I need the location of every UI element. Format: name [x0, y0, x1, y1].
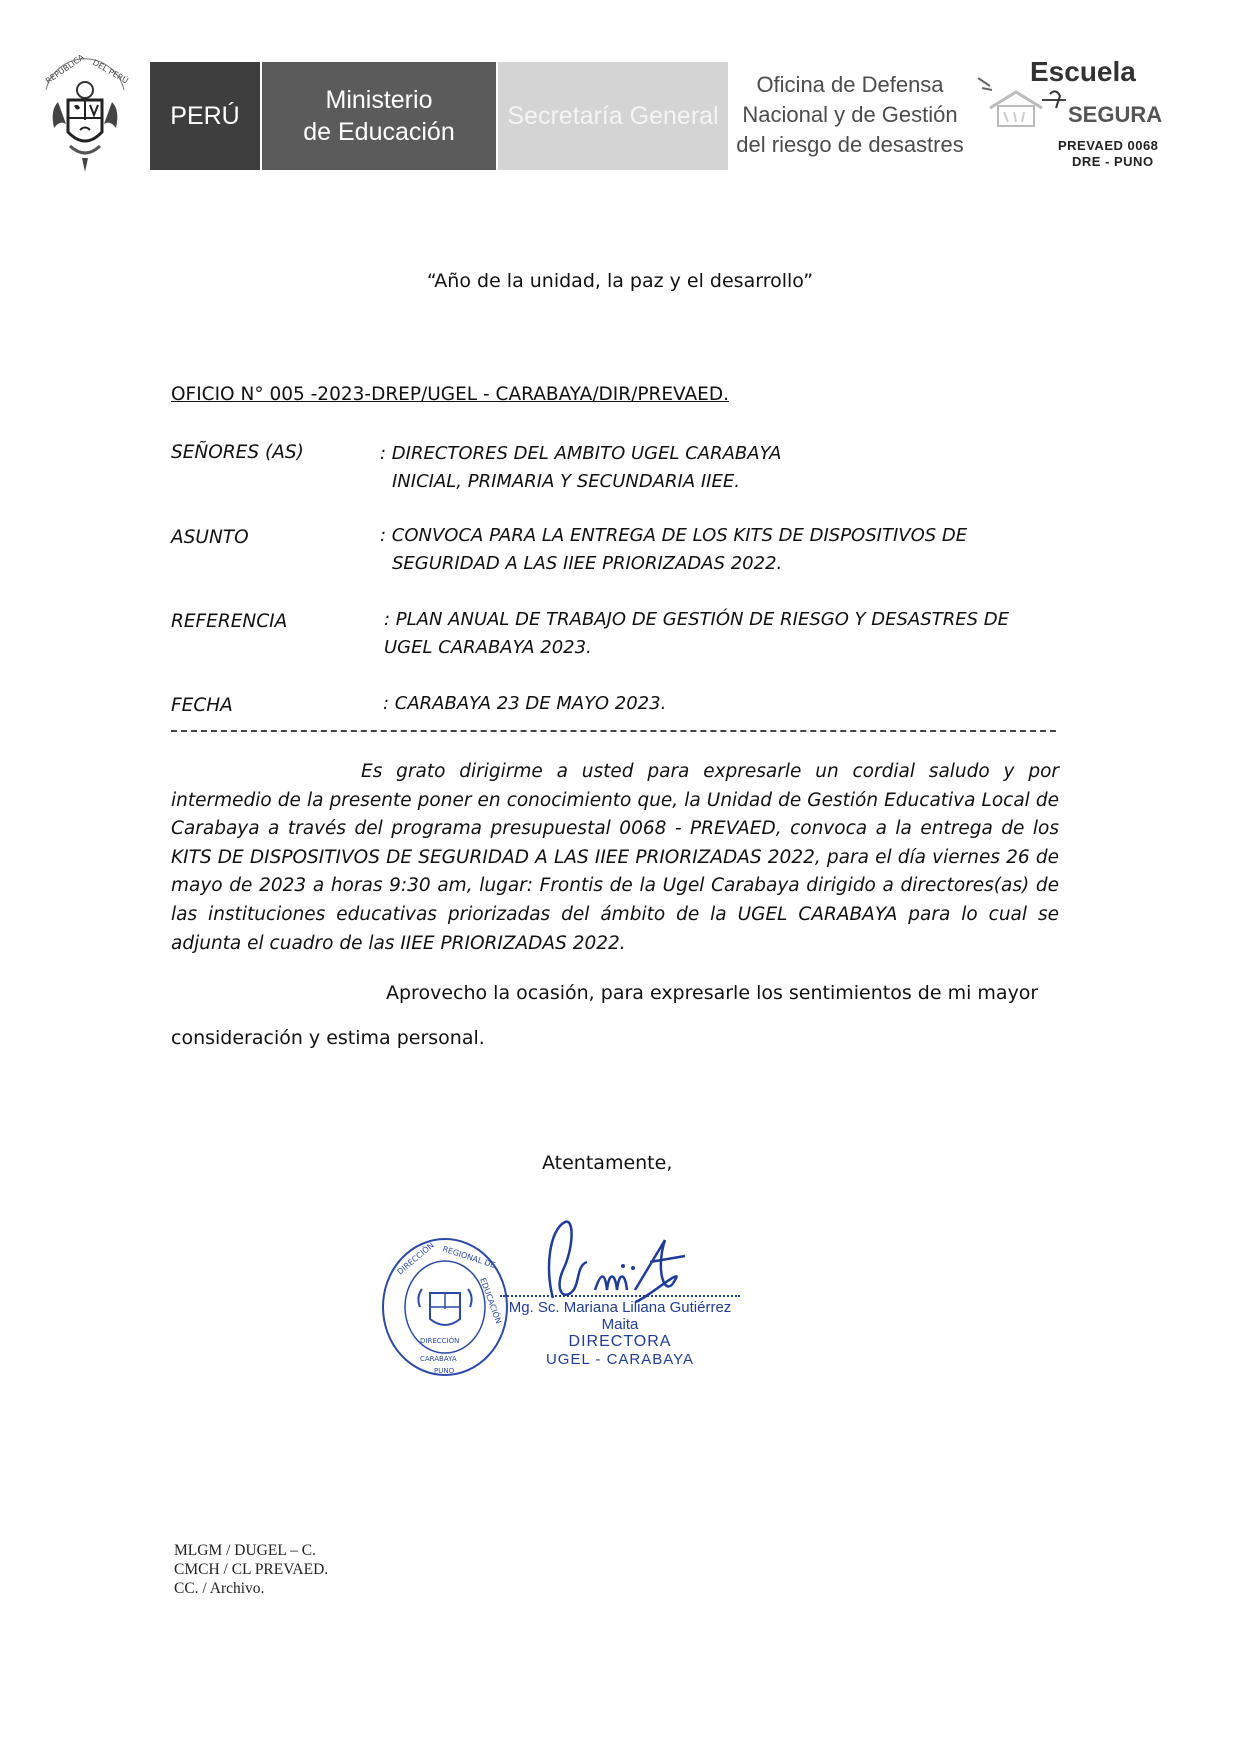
escuela-title: Escuela	[1030, 56, 1136, 87]
escuela-prevaed: PREVAED 0068	[1058, 138, 1159, 153]
atentamente: Atentamente,	[542, 1152, 673, 1174]
referencia-line-2: UGEL CARABAYA 2023.	[384, 637, 592, 658]
closing-line-1: Aprovecho la ocasión, para expresarle los sentimientos de mi mayor	[386, 982, 1039, 1004]
footer-line-3: CC. / Archivo.	[174, 1580, 265, 1597]
ministerio-label	[262, 62, 496, 170]
signer-name: Mg. Sc. Mariana Liliana Gutiérrez Maita	[500, 1295, 740, 1333]
senores-label: SEÑORES (AS)	[171, 442, 304, 463]
asunto-line-2: SEGURIDAD A LAS IIEE PRIORIZADAS 2022.	[392, 553, 783, 574]
senores-value	[380, 440, 1060, 496]
oficio-number: OFICIO N° 005 -2023-DREP/UGEL - CARABAYA/DIR/PREVAED.	[171, 384, 729, 405]
svg-text:REPÚBLICA: REPÚBLICA	[43, 52, 86, 86]
svg-text:DIRECCIÓN: DIRECCIÓN	[420, 1337, 460, 1345]
ministerio-line-1: Ministerio	[325, 86, 433, 114]
svg-text:EDUCACIÓN: EDUCACIÓN	[478, 1276, 504, 1325]
asunto-label: ASUNTO	[171, 527, 249, 548]
peru-label: PERÚ	[150, 62, 260, 170]
fecha-label: FECHA	[171, 695, 233, 716]
signer-role: DIRECTORA	[568, 1333, 672, 1350]
senores-line-2: INICIAL, PRIMARIA Y SECUNDARIA IIEE.	[392, 471, 740, 492]
svg-text:DEL PERÚ: DEL PERÚ	[91, 57, 130, 86]
secretaria-label: Secretaría General	[498, 62, 728, 170]
document-header	[40, 50, 1163, 190]
footer-initials	[174, 1541, 328, 1598]
svg-text:PUNO: PUNO	[434, 1367, 455, 1375]
footer-line-2: CMCH / CL PREVAED.	[174, 1561, 329, 1578]
peru-coat-of-arms-icon	[40, 50, 130, 180]
senores-line-1: : DIRECTORES DEL AMBITO UGEL CARABAYA	[380, 443, 782, 464]
signer-office: UGEL - CARABAYA	[545, 1351, 695, 1368]
closing-line-2: consideración y estima personal.	[171, 1027, 485, 1049]
separator-line	[171, 730, 1056, 732]
fecha-value: : CARABAYA 23 DE MAYO 2023.	[383, 693, 667, 714]
referencia-value	[384, 606, 1064, 662]
escuela-dre: DRE - PUNO	[1072, 154, 1154, 169]
oficina-line-1: Oficina de Defensa	[756, 72, 944, 97]
body-paragraph-text: Es grato dirigirme a usted para expresarle un cordial saludo y por intermedio de la presente poner en conocimiento que, la Unidad de Gestión Educativa Local de Carabaya a través del programa presupuestal 0068 - PREVAED, convoca a la entrega de los KITS DE DISPOSITIVOS DE SEGURIDAD A LAS IIEE PRIORIZADAS 2022, para el día viernes 26 de mayo de 2023 a horas 9:30 am, lugar: Frontis de la Ugel Carabaya dirigido a directores(as) de las instituciones educativas priorizadas del ámbito de la UGEL CARABAYA para lo cual se adjunta el cuadro de las IIEE PRIORIZADAS 2022.	[171, 761, 1059, 954]
body-paragraph	[171, 758, 1059, 958]
oficina-line-2: Nacional y de Gestión	[742, 102, 958, 127]
oficina-label	[730, 70, 970, 160]
asunto-value	[380, 522, 1060, 578]
referencia-line-1: : PLAN ANUAL DE TRABAJO DE GESTIÓN DE RIESGO Y DESASTRES DE	[384, 609, 1009, 630]
signature-block	[500, 1295, 740, 1369]
asunto-line-1: : CONVOCA PARA LA ENTREGA DE LOS KITS DE DISPOSITIVOS DE	[380, 525, 968, 546]
escuela-segura-text: SEGURA	[1068, 102, 1163, 127]
footer-line-1: MLGM / DUGEL – C.	[174, 1542, 316, 1559]
svg-text:REGIONAL DE: REGIONAL DE	[441, 1244, 497, 1270]
escuela-segura-logo	[968, 56, 1168, 186]
ministerio-line-2: de Educación	[303, 118, 455, 146]
svg-text:DIRECCIÓN: DIRECCIÓN	[395, 1240, 436, 1277]
official-stamp-icon	[380, 1235, 510, 1380]
oficina-line-3: del riesgo de desastres	[736, 132, 964, 157]
year-motto: “Año de la unidad, la paz y el desarrollo”	[426, 270, 814, 292]
referencia-label: REFERENCIA	[171, 611, 288, 632]
svg-text:CARABAYA: CARABAYA	[420, 1355, 457, 1363]
